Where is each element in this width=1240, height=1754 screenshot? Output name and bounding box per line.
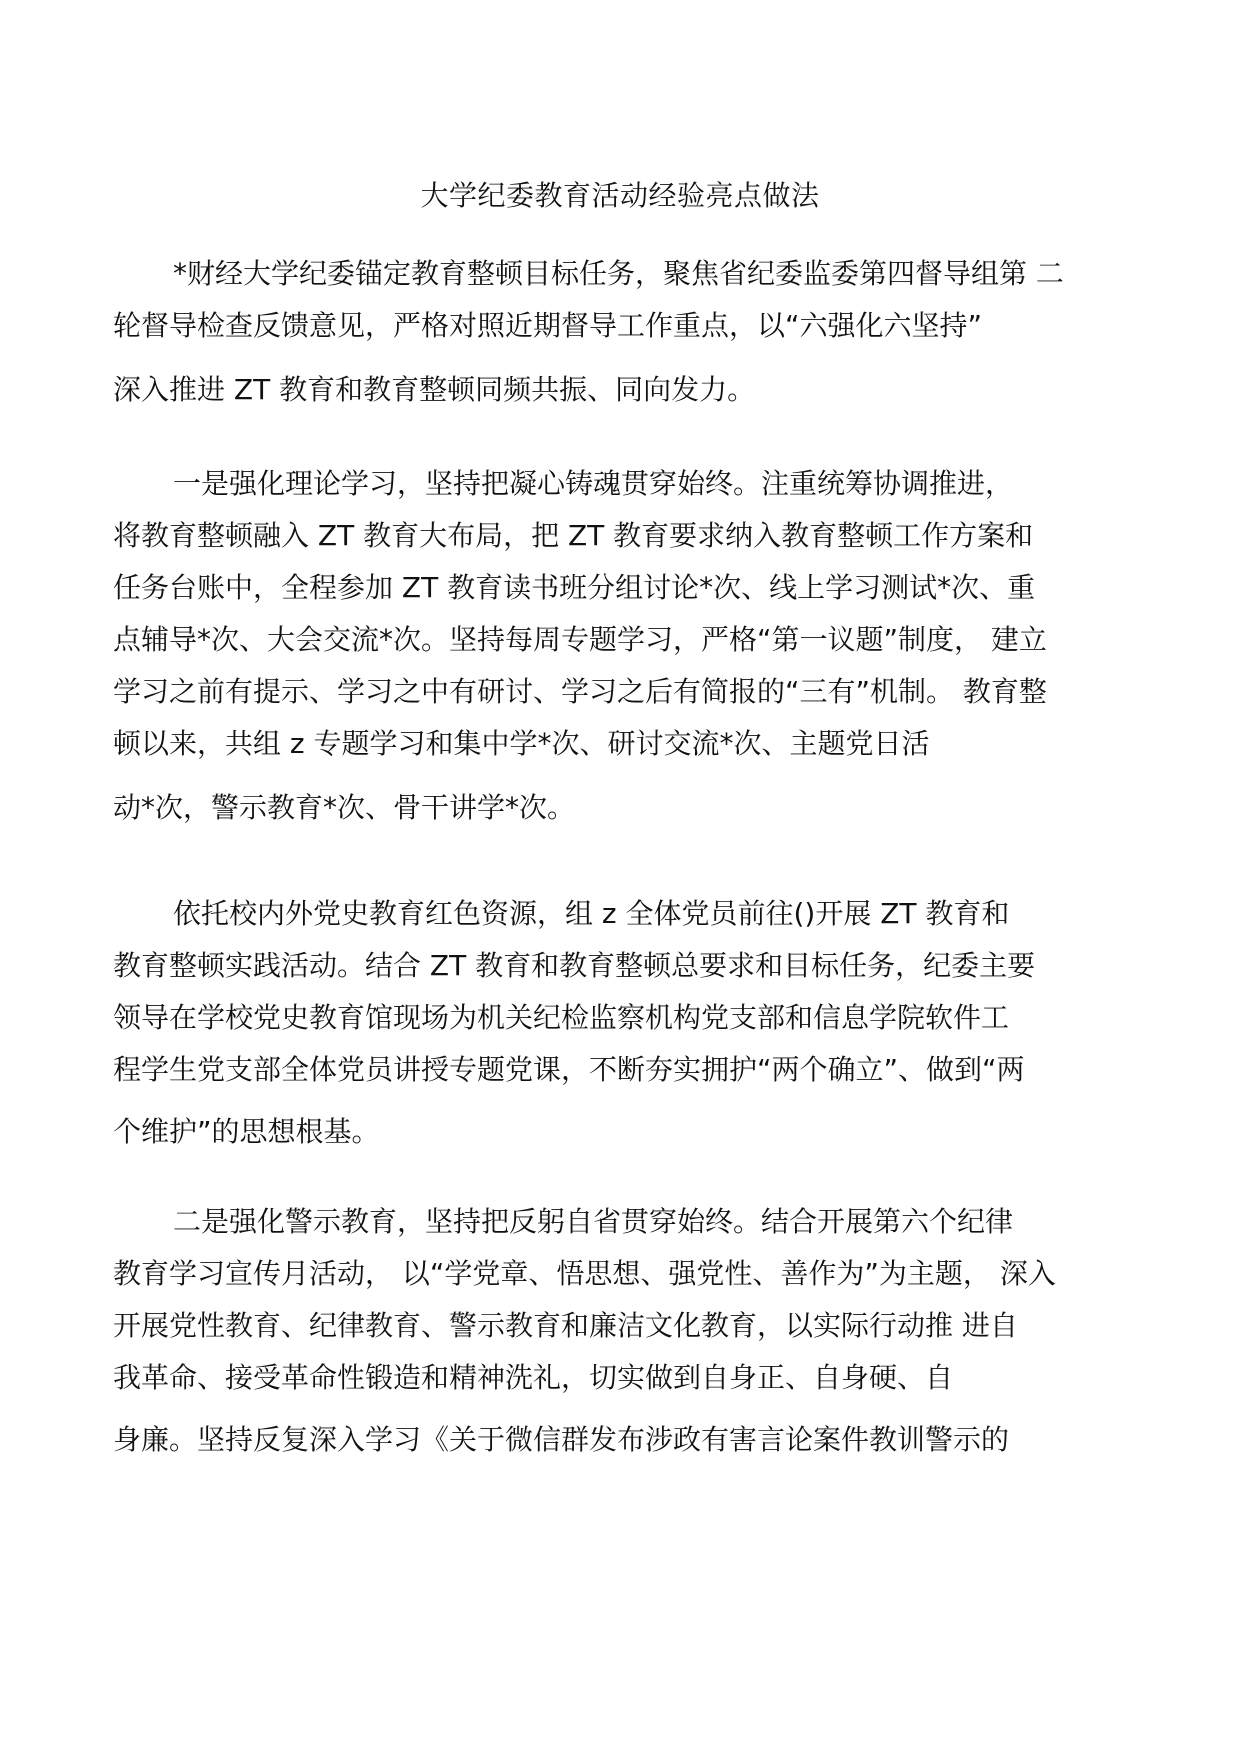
paragraph-2-line-6: 顿以来，共组 z 专题学习和集中学*次、研讨交流*次、主题党日活 <box>113 727 930 760</box>
paragraph-1-line-3: 深入推进 ZT 教育和教育整顿同频共振、同向发力。 <box>113 373 756 406</box>
paragraph-2-line-5: 学习之前有提示、学习之中有研讨、学习之后有简报的“三有”机制。 教育整 <box>113 675 1047 708</box>
paragraph-4-line-2: 教育学习宣传月活动， 以“学党章、悟思想、强党性、善作为”为主题， 深入 <box>113 1257 1056 1290</box>
paragraph-4-line-1: 二是强化警示教育，坚持把反躬自省贯穿始终。结合开展第六个纪律 <box>173 1205 1014 1238</box>
document-title: 大学纪委教育活动经验亮点做法 <box>420 179 820 212</box>
paragraph-1-line-1: *财经大学纪委锚定教育整顿目标任务，聚焦省纪委监委第四督导组第 二 <box>173 257 1064 290</box>
paragraph-3-line-5: 个维护”的思想根基。 <box>113 1115 380 1148</box>
paragraph-3-line-3: 领导在学校党史教育馆现场为机关纪检监察机构党支部和信息学院软件工 <box>113 1001 1010 1034</box>
paragraph-2-line-1: 一是强化理论学习，坚持把凝心铸魂贯穿始终。注重统筹协调推进， <box>173 467 1014 500</box>
paragraph-3-line-1: 依托校内外党史教育红色资源，组 z 全体党员前往()开展 ZT 教育和 <box>173 897 1010 930</box>
paragraph-2-line-2: 将教育整顿融入 ZT 教育大布局，把 ZT 教育要求纳入教育整顿工作方案和 <box>113 519 1034 552</box>
paragraph-2-line-4: 点辅导*次、大会交流*次。坚持每周专题学习，严格“第一议题”制度， 建立 <box>113 623 1047 656</box>
paragraph-3-line-4: 程学生党支部全体党员讲授专题党课，不断夯实拥护“两个确立”、做到“两 <box>113 1053 1025 1086</box>
paragraph-4-line-5: 身廉。坚持反复深入学习《关于微信群发布涉政有害言论案件教训警示的 <box>113 1423 1010 1456</box>
paragraph-2-line-3: 任务台账中，全程参加 ZT 教育读书班分组讨论*次、线上学习测试*次、重 <box>113 571 1036 604</box>
paragraph-3-line-2: 教育整顿实践活动。结合 ZT 教育和教育整顿总要求和目标任务，纪委主要 <box>113 949 1036 982</box>
paragraph-2-line-7: 动*次，警示教育*次、骨干讲学*次。 <box>113 791 576 824</box>
paragraph-1-line-2: 轮督导检查反馈意见，严格对照近期督导工作重点，以“六强化六坚持” <box>113 309 983 342</box>
paragraph-4-line-3: 开展党性教育、纪律教育、警示教育和廉洁文化教育，以实际行动推 进自 <box>113 1309 1018 1342</box>
paragraph-4-line-4: 我革命、接受革命性锻造和精神洗礼，切实做到自身正、自身硬、自 <box>113 1361 954 1394</box>
